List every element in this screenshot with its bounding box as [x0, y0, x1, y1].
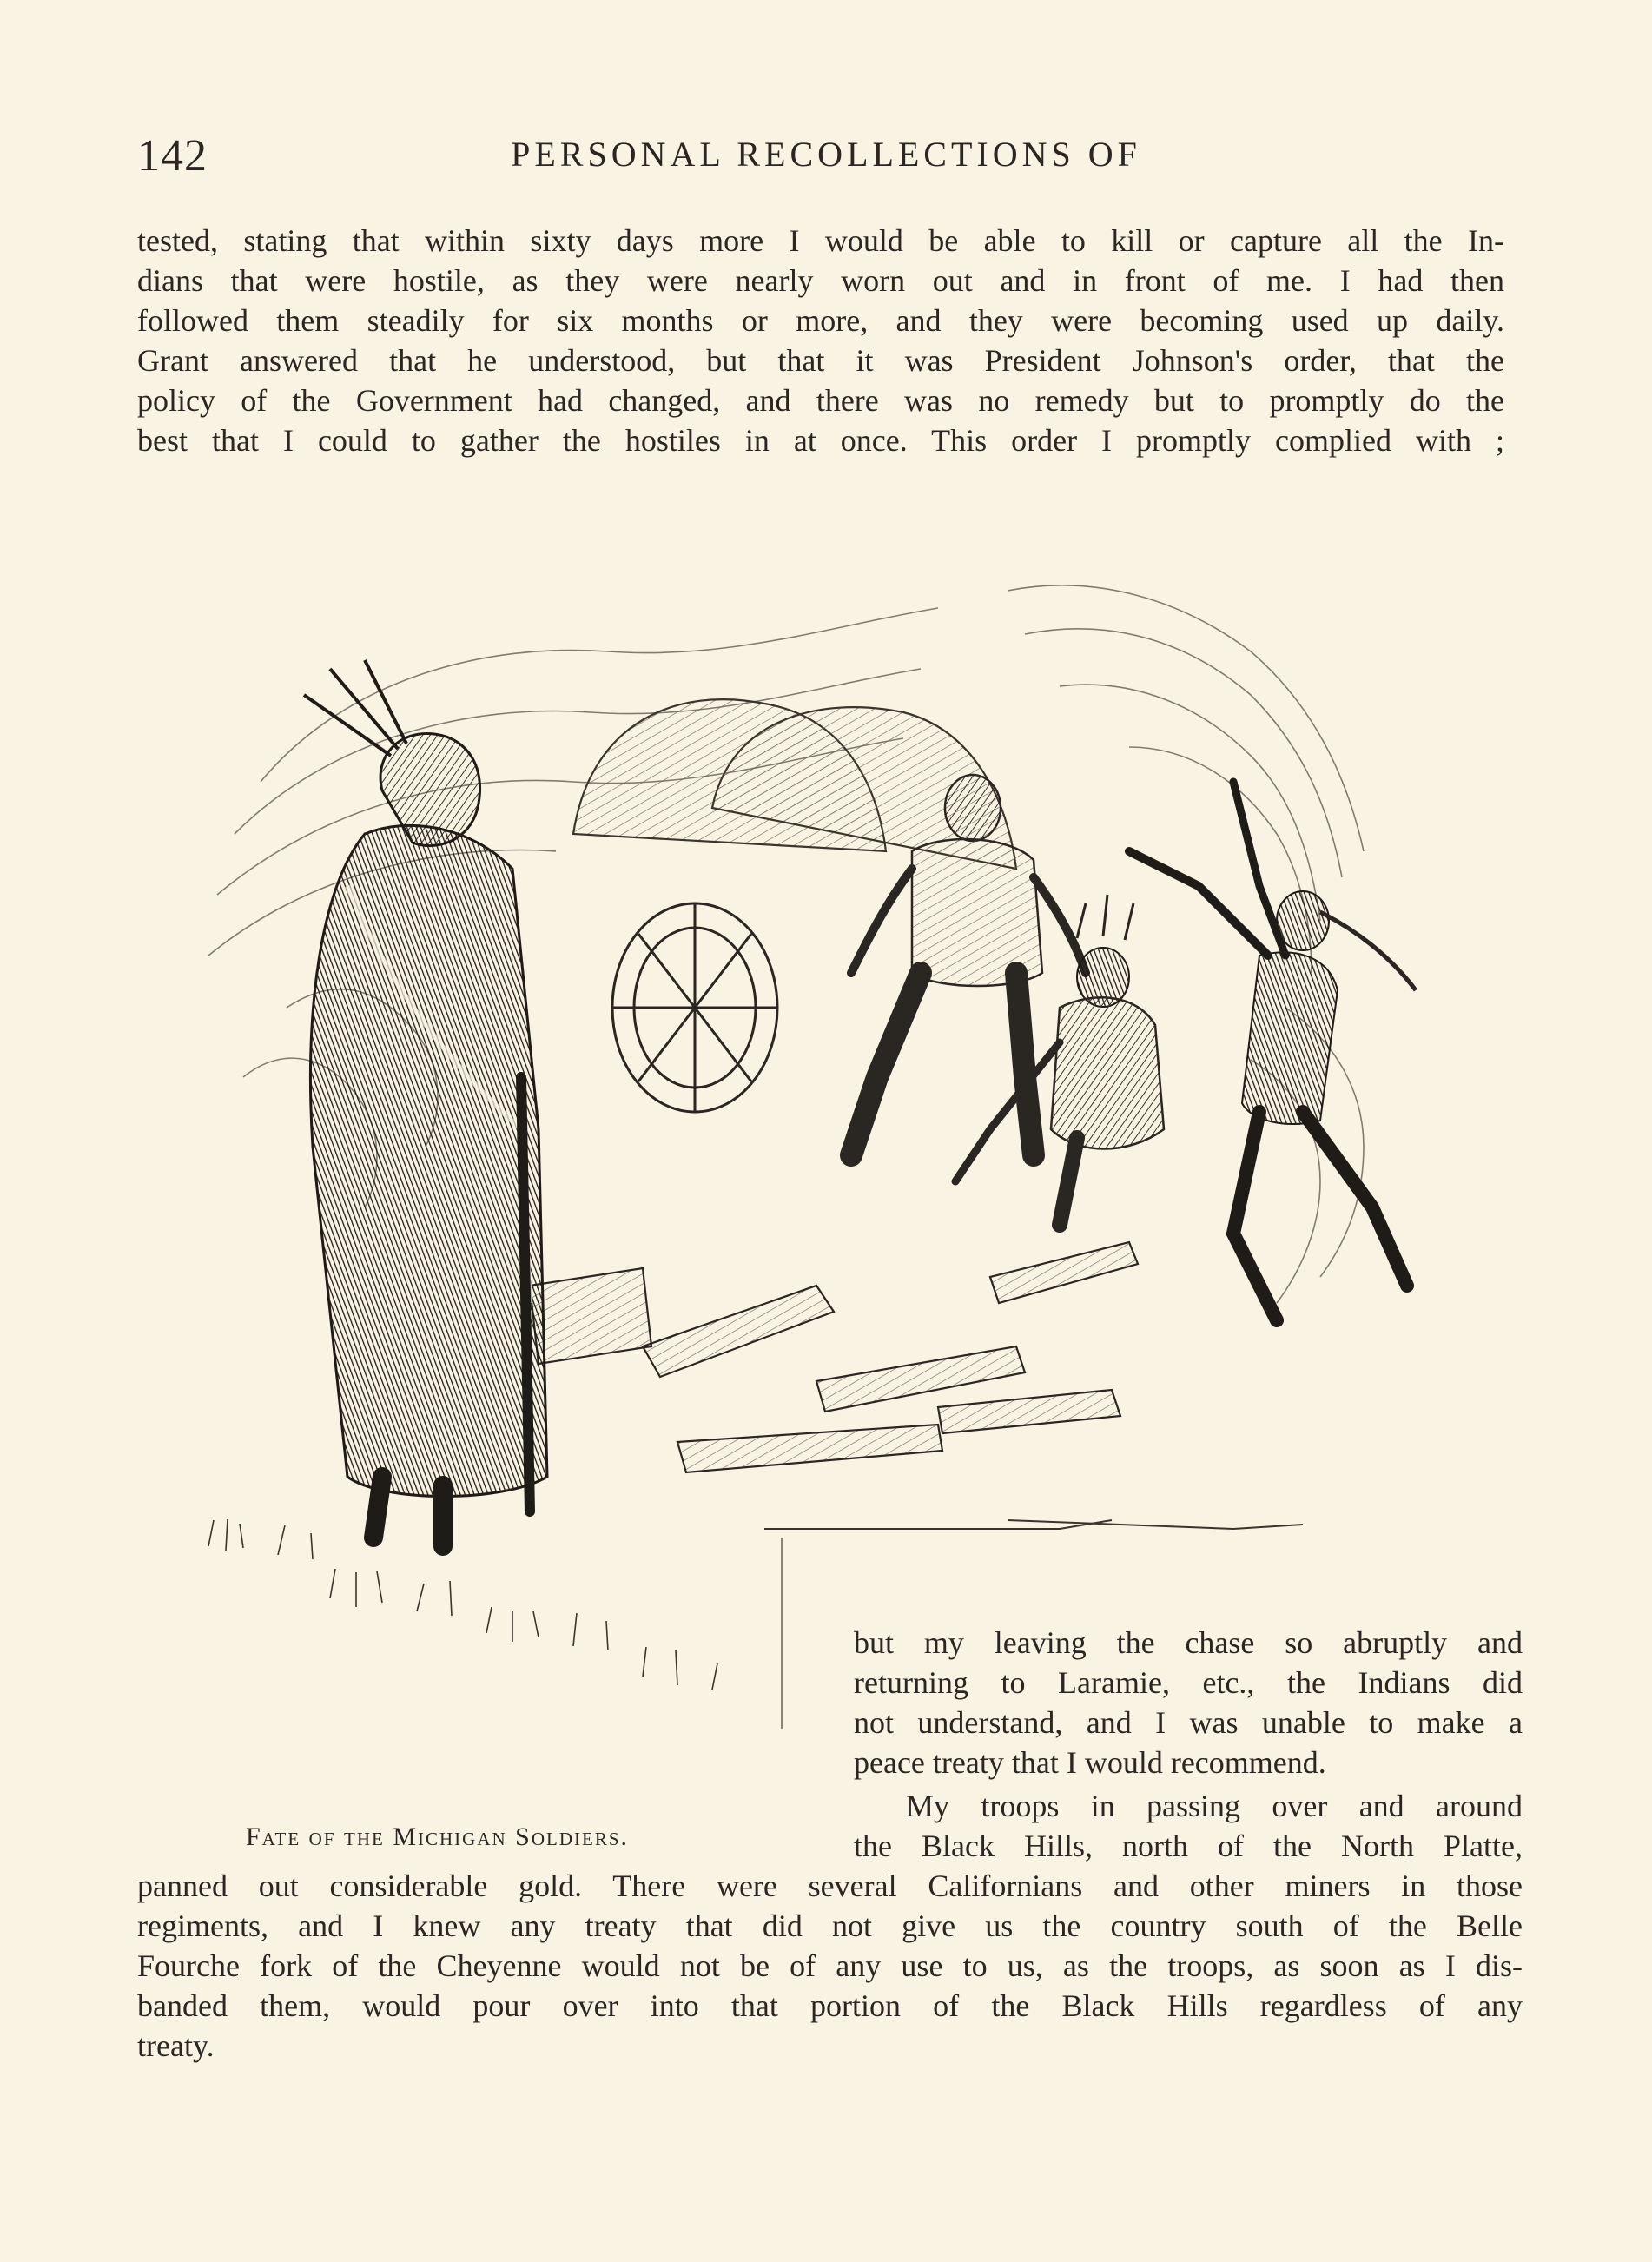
text-line: Grant answered that he understood, but that it was President Johnson's order, that the: [137, 343, 1504, 378]
text-line: the Black Hills, north of the North Platte,: [854, 1829, 1523, 1863]
engraving-drawing: [156, 521, 1442, 1816]
text-line: but my leaving the chase so abruptly and: [854, 1625, 1523, 1660]
figure-caption: Fate of the Michigan Soldiers.: [246, 1822, 630, 1851]
text-line: My troops in passing over and around: [906, 1789, 1523, 1823]
text-line: best that I could to gather the hostiles in at once. This order I promptly complied with ;: [137, 423, 1504, 458]
text-line: dians that were hostile, as they were nearly worn out and in front of me. I had then: [137, 263, 1504, 298]
text-line: returning to Laramie, etc., the Indians did: [854, 1665, 1523, 1700]
leaping-warrior: [1129, 782, 1416, 1320]
text-line: treaty.: [137, 2028, 215, 2063]
text-line: followed them steadily for six months or more, and they were becoming used up daily.: [137, 303, 1504, 338]
engraving-illustration: [156, 521, 1442, 1816]
blanketed-figure: [304, 660, 547, 1546]
page-number: 142: [137, 131, 208, 181]
text-line: panned out considerable gold. There were several Californians and other miners in those: [137, 1868, 1523, 1903]
text-line: regiments, and I knew any treaty that did not give us the country south of the Belle: [137, 1908, 1523, 1943]
text-line: Fourche fork of the Cheyenne would not be of any use to us, as the troops, as soon as I dis-: [137, 1948, 1523, 1983]
running-title: PERSONAL RECOLLECTIONS OF: [511, 135, 1141, 174]
text-line: policy of the Government had changed, and there was no remedy but to promptly do the: [137, 383, 1504, 418]
text-line: banded them, would pour over into that portion of the Black Hills regardless of any: [137, 1988, 1523, 2023]
text-line: tested, stating that within sixty days more I would be able to kill or capture all the In-: [137, 223, 1504, 258]
running-head: [0, 130, 1652, 191]
text-line: not understand, and I was unable to make a: [854, 1705, 1523, 1740]
text-line: peace treaty that I would recommend.: [854, 1745, 1326, 1780]
